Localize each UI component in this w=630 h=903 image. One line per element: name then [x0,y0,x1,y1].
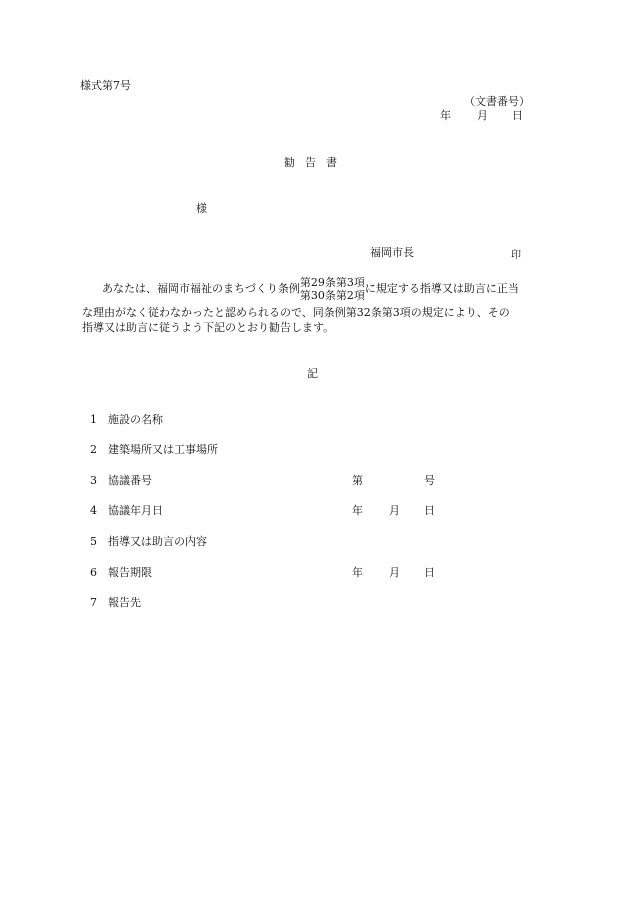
document-title [284,156,342,170]
ki-heading: 記 [307,367,318,380]
body-line-1-pre: あなたは、福岡市福祉のまちづくり条例 [102,282,300,295]
date-day: 日 [512,109,523,122]
sender-name: 福岡市長 [370,246,414,259]
date-month: 月 [477,109,488,122]
form-number: 様式第7号 [80,79,131,92]
title-char-1: 勧 [284,156,295,169]
item-date-month: 月 [389,566,400,579]
clause-top: 第29条第3項 [299,276,365,289]
item-number: 2 [90,443,97,456]
item-date-year: 年 [352,566,363,579]
item-date-year: 年 [352,504,363,517]
item-number: 3 [90,474,97,487]
item-number: 5 [90,535,97,548]
document-number: （文書番号） [464,95,530,108]
item-label: 協議年月日 [108,504,163,517]
title-char-2: 告 [305,156,316,169]
item-number: 6 [90,566,97,579]
item-date-day: 日 [424,504,435,517]
body-line-1-post: に規定する指導又は助言に正当 [364,282,519,295]
item-value-prefix: 第 [352,474,363,487]
item-number: 1 [90,413,97,426]
item-label: 協議番号 [108,474,152,487]
item-value-suffix: 号 [424,474,435,487]
item-date-day: 日 [424,566,435,579]
clause-bottom: 第30条第2項 [299,289,365,302]
seal-mark: 印 [511,250,521,261]
body-line-2: な理由がなく従わなかったと認められるので、同条例第32条第3項の規定により、その [82,306,510,319]
item-number: 7 [90,596,97,609]
item-label: 報告先 [108,596,141,609]
item-label: 建築場所又は工事場所 [108,443,218,456]
item-label: 報告期限 [108,566,152,579]
item-date-month: 月 [389,504,400,517]
item-number: 4 [90,504,97,517]
date-year: 年 [440,109,451,122]
addressee-suffix: 様 [196,202,207,215]
clause-reference [300,276,365,302]
item-label: 指導又は助言の内容 [108,535,207,548]
body-line-1 [102,276,519,302]
body-line-3: 指導又は助言に従うよう下記のとおり勧告します。 [82,321,335,334]
title-char-3: 書 [326,156,337,169]
item-label: 施設の名称 [108,413,163,426]
